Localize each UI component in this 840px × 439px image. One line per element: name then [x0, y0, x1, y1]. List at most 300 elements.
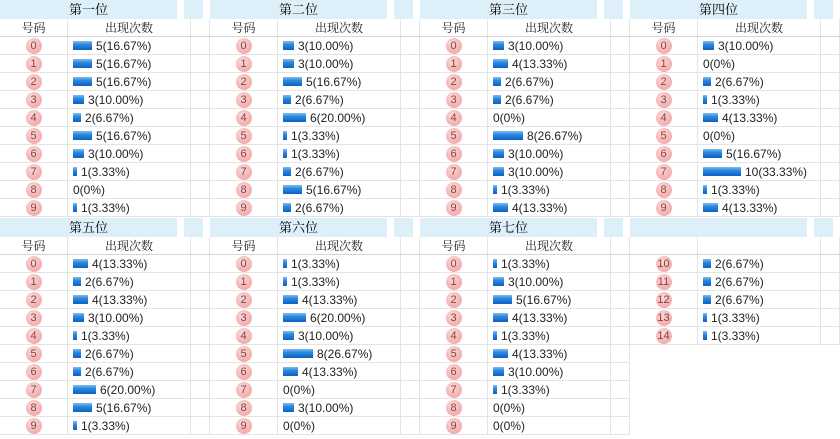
frequency-bar	[493, 95, 501, 104]
count-cell	[488, 345, 611, 362]
frequency-label: 5(16.67%)	[516, 292, 572, 307]
table-row	[420, 399, 630, 417]
number-cell	[420, 127, 488, 144]
number-cell	[420, 273, 488, 290]
frequency-label: 1(3.33%)	[501, 382, 550, 397]
frequency-bar	[283, 167, 291, 176]
frequency-bar	[73, 41, 92, 50]
frequency-label: 6(20.00%)	[310, 110, 366, 125]
table-row	[420, 345, 630, 363]
count-cell	[698, 309, 821, 326]
spacer-cell	[401, 109, 420, 126]
number-cell	[420, 37, 488, 54]
number-badge: 3	[26, 310, 42, 326]
number-badge: 2	[236, 292, 252, 308]
number-badge: 0	[656, 38, 672, 54]
number-cell	[630, 91, 698, 108]
number-badge: 1	[236, 56, 252, 72]
spacer-cell	[401, 399, 420, 416]
count-cell	[698, 199, 821, 216]
number-cell	[630, 73, 698, 90]
number-cell	[630, 309, 698, 326]
number-cell	[420, 327, 488, 344]
spacer-cell	[191, 181, 210, 198]
number-cell	[210, 381, 278, 398]
frequency-bar	[73, 167, 77, 176]
frequency-label: 3(10.00%)	[88, 92, 144, 107]
number-badge: 1	[236, 274, 252, 290]
spacer-cell	[401, 327, 420, 344]
count-cell	[68, 55, 191, 72]
spacer-cell	[821, 37, 840, 54]
frequency-bar	[73, 277, 81, 286]
number-cell	[420, 73, 488, 90]
position-panel	[420, 0, 630, 217]
table-row	[420, 273, 630, 291]
number-badge: 9	[446, 200, 462, 216]
count-cell	[68, 363, 191, 380]
frequency-label: 1(3.33%)	[501, 328, 550, 343]
number-badge: 8	[446, 400, 462, 416]
table-row	[0, 363, 210, 381]
frequency-label: 5(16.67%)	[96, 38, 152, 53]
spacer-cell	[611, 73, 630, 90]
frequency-bar	[73, 203, 77, 212]
frequency-bar	[493, 349, 508, 358]
count-cell	[278, 363, 401, 380]
spacer-cell	[191, 109, 210, 126]
count-cell	[698, 273, 821, 290]
table-row	[630, 127, 840, 145]
col-header-number: 号码	[420, 237, 488, 254]
table-row	[210, 381, 420, 399]
count-cell	[488, 127, 611, 144]
number-cell	[210, 327, 278, 344]
frequency-bar	[73, 59, 92, 68]
number-cell	[420, 145, 488, 162]
number-cell	[630, 163, 698, 180]
count-cell	[68, 109, 191, 126]
number-cell	[630, 181, 698, 198]
number-cell	[210, 363, 278, 380]
number-badge: 2	[26, 292, 42, 308]
count-cell	[698, 255, 821, 272]
frequency-label: 8(26.67%)	[317, 346, 373, 361]
spacer-cell	[821, 309, 840, 326]
col-header-number: 号码	[630, 19, 698, 36]
frequency-label: 2(6.67%)	[295, 92, 344, 107]
table-row	[210, 91, 420, 109]
panel-band	[420, 0, 630, 19]
number-badge: 8	[236, 400, 252, 416]
frequency-bar	[703, 149, 722, 158]
frequency-label: 4(13.33%)	[512, 310, 568, 325]
table-row	[0, 399, 210, 417]
spacer-cell	[611, 19, 630, 36]
frequency-bar	[73, 77, 92, 86]
number-cell	[210, 163, 278, 180]
table-row	[0, 91, 210, 109]
frequency-label: 3(10.00%)	[298, 328, 354, 343]
frequency-bar	[493, 149, 504, 158]
panel-band-spacer	[814, 0, 833, 19]
table-row	[420, 91, 630, 109]
count-cell	[488, 327, 611, 344]
frequency-label: 5(16.67%)	[306, 182, 362, 197]
frequency-label: 3(10.00%)	[88, 310, 144, 325]
spacer-cell	[401, 363, 420, 380]
frequency-label: 5(16.67%)	[96, 400, 152, 415]
frequency-bar	[703, 77, 711, 86]
frequency-bar	[493, 367, 504, 376]
spacer-cell	[401, 381, 420, 398]
number-badge: 7	[656, 164, 672, 180]
number-badge: 3	[446, 92, 462, 108]
count-cell	[698, 73, 821, 90]
frequency-bar	[283, 77, 302, 86]
number-cell	[0, 399, 68, 416]
spacer-cell	[401, 181, 420, 198]
count-cell	[68, 273, 191, 290]
column-header-row	[630, 237, 840, 255]
number-cell	[420, 399, 488, 416]
panel-band	[0, 218, 210, 237]
panel-title	[630, 218, 814, 237]
number-cell	[0, 327, 68, 344]
table-row	[420, 327, 630, 345]
number-badge: 0	[236, 38, 252, 54]
spacer-cell	[401, 37, 420, 54]
table-row	[210, 181, 420, 199]
spacer-cell	[191, 73, 210, 90]
number-cell	[210, 399, 278, 416]
panel-title: 第七位	[420, 218, 604, 237]
number-badge: 5	[26, 128, 42, 144]
frequency-bar	[283, 403, 294, 412]
number-cell	[630, 327, 698, 344]
spacer-cell	[191, 55, 210, 72]
frequency-label: 1(3.33%)	[291, 146, 340, 161]
number-cell	[420, 381, 488, 398]
count-cell	[488, 399, 611, 416]
col-header-number	[630, 237, 698, 254]
frequency-label: 3(10.00%)	[508, 164, 564, 179]
number-badge: 4	[236, 328, 252, 344]
number-cell	[0, 55, 68, 72]
count-cell	[278, 109, 401, 126]
number-cell	[210, 345, 278, 362]
number-badge: 3	[446, 310, 462, 326]
spacer-cell	[611, 181, 630, 198]
panel-title: 第二位	[210, 0, 394, 19]
column-header-row	[630, 19, 840, 37]
col-header-count: 出现次数	[68, 19, 191, 36]
count-cell	[278, 55, 401, 72]
frequency-bar	[283, 113, 306, 122]
frequency-label: 0(0%)	[283, 382, 316, 397]
frequency-bar	[283, 185, 302, 194]
table-row	[210, 255, 420, 273]
spacer-cell	[191, 273, 210, 290]
number-cell	[210, 417, 278, 434]
spacer-cell	[611, 399, 630, 416]
frequency-label: 0(0%)	[703, 128, 736, 143]
spacer-cell	[821, 145, 840, 162]
table-row	[630, 327, 840, 345]
number-cell	[630, 55, 698, 72]
number-badge: 9	[26, 200, 42, 216]
frequency-bar	[703, 41, 714, 50]
spacer-cell	[611, 163, 630, 180]
frequency-label: 5(16.67%)	[96, 56, 152, 71]
table-row	[420, 291, 630, 309]
count-cell	[278, 37, 401, 54]
frequency-bar	[73, 95, 84, 104]
frequency-bar	[73, 313, 84, 322]
col-header-count: 出现次数	[68, 237, 191, 254]
number-badge: 7	[446, 382, 462, 398]
number-badge: 5	[236, 128, 252, 144]
table-row	[420, 109, 630, 127]
number-cell	[0, 163, 68, 180]
frequency-label: 8(26.67%)	[527, 128, 583, 143]
count-cell	[68, 381, 191, 398]
count-cell	[278, 145, 401, 162]
frequency-label: 2(6.67%)	[85, 110, 134, 125]
number-badge: 4	[236, 110, 252, 126]
table-row	[630, 163, 840, 181]
number-badge: 6	[26, 364, 42, 380]
table-row	[420, 55, 630, 73]
table-row	[420, 127, 630, 145]
number-cell	[210, 127, 278, 144]
number-badge: 3	[26, 92, 42, 108]
count-cell	[488, 381, 611, 398]
spacer-cell	[191, 399, 210, 416]
panel-title: 第五位	[0, 218, 184, 237]
number-badge: 9	[656, 200, 672, 216]
table-row	[0, 181, 210, 199]
number-cell	[0, 255, 68, 272]
spacer-cell	[821, 273, 840, 290]
count-cell	[698, 327, 821, 344]
number-badge: 9	[236, 200, 252, 216]
frequency-bar	[283, 95, 291, 104]
count-cell	[68, 145, 191, 162]
number-cell	[0, 273, 68, 290]
spacer-cell	[191, 145, 210, 162]
table-row	[630, 199, 840, 217]
table-row	[420, 255, 630, 273]
spacer-cell	[821, 291, 840, 308]
frequency-label: 1(3.33%)	[291, 256, 340, 271]
frequency-label: 2(6.67%)	[295, 164, 344, 179]
number-badge: 6	[656, 146, 672, 162]
frequency-bar	[493, 295, 512, 304]
frequency-label: 0(0%)	[493, 400, 526, 415]
number-badge: 5	[446, 346, 462, 362]
count-cell	[698, 145, 821, 162]
panel-band	[630, 0, 840, 19]
spacer-cell	[611, 327, 630, 344]
panel-band-spacer	[394, 218, 413, 237]
count-cell	[68, 37, 191, 54]
panel-title: 第六位	[210, 218, 394, 237]
number-badge: 8	[26, 400, 42, 416]
number-cell	[210, 255, 278, 272]
table-row	[630, 37, 840, 55]
spacer-cell	[401, 273, 420, 290]
table-row	[210, 199, 420, 217]
spacer-cell	[191, 345, 210, 362]
frequency-bar	[703, 277, 711, 286]
frequency-bar	[283, 295, 298, 304]
count-cell	[68, 127, 191, 144]
count-cell	[488, 363, 611, 380]
frequency-bar	[283, 277, 287, 286]
frequency-bar	[73, 131, 92, 140]
panel-title: 第一位	[0, 0, 184, 19]
table-row	[0, 417, 210, 435]
spacer-cell	[821, 55, 840, 72]
number-cell	[210, 199, 278, 216]
number-badge: 12	[657, 293, 670, 306]
number-cell	[210, 55, 278, 72]
number-badge: 9	[236, 418, 252, 434]
frequency-label: 4(13.33%)	[722, 200, 778, 215]
frequency-bar	[73, 367, 81, 376]
frequency-label: 1(3.33%)	[711, 182, 760, 197]
number-cell	[420, 363, 488, 380]
frequency-bar	[283, 331, 294, 340]
spacer-cell	[821, 327, 840, 344]
count-cell	[278, 255, 401, 272]
number-cell	[0, 181, 68, 198]
number-badge: 4	[26, 328, 42, 344]
frequency-label: 2(6.67%)	[295, 200, 344, 215]
count-cell	[488, 163, 611, 180]
table-row	[420, 73, 630, 91]
position-panel	[210, 0, 420, 217]
count-cell	[68, 73, 191, 90]
frequency-bar	[703, 313, 707, 322]
table-row	[210, 327, 420, 345]
spacer-cell	[191, 327, 210, 344]
frequency-label: 4(13.33%)	[722, 110, 778, 125]
spacer-cell	[611, 145, 630, 162]
table-row	[630, 273, 840, 291]
panel-band-spacer	[184, 0, 203, 19]
table-row	[420, 145, 630, 163]
number-badge: 0	[446, 256, 462, 272]
frequency-bar	[73, 385, 96, 394]
frequency-bar	[703, 185, 707, 194]
number-cell	[630, 273, 698, 290]
count-cell	[68, 399, 191, 416]
number-badge: 5	[236, 346, 252, 362]
frequency-label: 2(6.67%)	[715, 274, 764, 289]
col-header-count: 出现次数	[488, 19, 611, 36]
number-badge: 5	[446, 128, 462, 144]
frequency-bar	[283, 313, 306, 322]
spacer-cell	[611, 309, 630, 326]
count-cell	[68, 291, 191, 308]
frequency-label: 4(13.33%)	[92, 256, 148, 271]
frequency-label: 2(6.67%)	[505, 74, 554, 89]
spacer-cell	[401, 19, 420, 36]
frequency-label: 1(3.33%)	[711, 310, 760, 325]
col-header-number: 号码	[0, 19, 68, 36]
spacer-cell	[191, 19, 210, 36]
panel-band-spacer	[814, 218, 833, 237]
frequency-bar	[493, 259, 497, 268]
spacer-cell	[191, 363, 210, 380]
table-row	[630, 255, 840, 273]
frequency-label: 2(6.67%)	[85, 346, 134, 361]
frequency-bar	[283, 367, 298, 376]
spacer-cell	[821, 91, 840, 108]
number-badge: 3	[656, 92, 672, 108]
number-badge: 2	[446, 292, 462, 308]
spacer-cell	[401, 145, 420, 162]
frequency-bar	[703, 259, 711, 268]
table-row	[420, 417, 630, 435]
number-cell	[210, 37, 278, 54]
frequency-bar	[703, 95, 707, 104]
panel-band	[630, 218, 840, 237]
number-badge: 9	[446, 418, 462, 434]
col-header-count: 出现次数	[278, 19, 401, 36]
frequency-bar	[493, 167, 504, 176]
frequency-label: 5(16.67%)	[306, 74, 362, 89]
count-cell	[278, 345, 401, 362]
number-badge: 0	[26, 38, 42, 54]
spacer-cell	[401, 309, 420, 326]
panel-band-spacer	[604, 218, 623, 237]
spacer-cell	[821, 181, 840, 198]
spacer-cell	[611, 345, 630, 362]
number-cell	[630, 37, 698, 54]
table-row	[630, 145, 840, 163]
frequency-bar	[493, 59, 508, 68]
count-cell	[68, 199, 191, 216]
frequency-label: 2(6.67%)	[505, 92, 554, 107]
number-cell	[210, 309, 278, 326]
number-badge: 0	[26, 256, 42, 272]
frequency-label: 1(3.33%)	[81, 328, 130, 343]
number-badge: 7	[236, 382, 252, 398]
table-row	[210, 127, 420, 145]
frequency-bar	[283, 131, 287, 140]
table-row	[420, 309, 630, 327]
number-badge: 0	[236, 256, 252, 272]
number-badge: 6	[26, 146, 42, 162]
frequency-label: 1(3.33%)	[81, 418, 130, 433]
number-cell	[0, 109, 68, 126]
frequency-label: 1(3.33%)	[291, 128, 340, 143]
number-badge: 9	[26, 418, 42, 434]
number-cell	[630, 127, 698, 144]
number-cell	[420, 91, 488, 108]
spacer-cell	[401, 199, 420, 216]
table-row	[210, 273, 420, 291]
frequency-label: 6(20.00%)	[100, 382, 156, 397]
table-row	[0, 73, 210, 91]
number-cell	[630, 255, 698, 272]
number-cell	[210, 145, 278, 162]
spacer-cell	[611, 91, 630, 108]
count-cell	[68, 417, 191, 434]
